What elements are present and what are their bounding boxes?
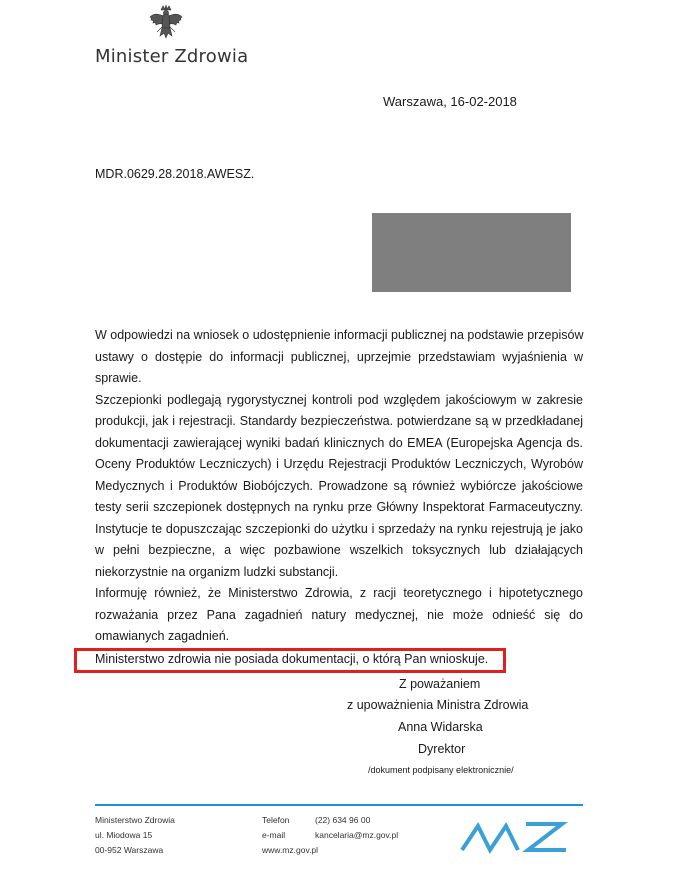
footer-email-link[interactable]: kancelaria@mz.gov.pl xyxy=(315,830,399,840)
signature-title: Dyrektor xyxy=(418,742,466,756)
footer-city: 00-952 Warszawa xyxy=(95,845,164,855)
body-line: Szczepionki podlegają rygorystycznej kontroli pod względem jakościowym w zakresie xyxy=(95,392,583,407)
body-line: w pełni bezpieczne, a więc pozbawione wszelkich toksycznych lub działających xyxy=(95,543,583,557)
body-line: sprawie. xyxy=(95,371,142,385)
signature-closing: Z poważaniem xyxy=(399,677,481,691)
body-line: Oceny Produktów Leczniczych) i Urzędu Rejestracji Produktów Leczniczych, Wyrobów xyxy=(95,457,583,471)
footer-website-link[interactable]: www.mz.gov.pl xyxy=(262,845,319,855)
letter-body xyxy=(95,325,583,648)
footer-email-label: e-mail xyxy=(262,830,286,840)
signature-name: Anna Widarska xyxy=(398,720,483,734)
highlighted-statement: Ministerstwo zdrowia nie posiada dokumentacji, o którą Pan wnioskuje. xyxy=(95,652,489,666)
body-line: testy serii szczepionek dostępnych na rynku prze Główny Inspektorat Farmaceutyczny. xyxy=(95,500,583,514)
body-line: rozważania przez Pana zagadnień natury medycznej, nie może odnieść się do xyxy=(95,607,583,622)
body-line: omawianych zagadnień. xyxy=(95,629,230,643)
reference-number: MDR.0629.28.2018.AWESZ. xyxy=(95,167,255,181)
footer-divider xyxy=(95,804,583,806)
electronic-signature-note: /dokument podpisany elektronicznie/ xyxy=(368,765,514,775)
ministry-title: Minister Zdrowia xyxy=(95,46,249,67)
footer-phone-value: (22) 634 96 00 xyxy=(315,815,371,825)
body-line: dokumentacji zawierającej wyniki badań klinicznych do EMEA (Europejska Agencja ds. xyxy=(95,435,583,450)
body-line: niekorzystnie na organizm ludzki substancji. xyxy=(95,564,339,579)
place-date: Warszawa, 16-02-2018 xyxy=(383,94,517,109)
body-line: Instytucje te dopuszczając szczepionki do użytku i sprzedaży na rynku rejestrują je jako xyxy=(95,521,583,536)
footer-org: Ministerstwo Zdrowia xyxy=(95,815,175,825)
body-line: ustawy o dostępie do informacji publicznej, uprzejmie przedstawiam wyjaśnienia w xyxy=(95,349,583,364)
body-line: Medycznych i Produktów Biobójczych. Prowadzone są również wybiórcze jakościowe xyxy=(95,478,583,493)
signature-authority: z upoważnienia Ministra Zdrowia xyxy=(347,698,529,712)
footer-phone-label: Telefon xyxy=(262,815,290,825)
footer-street: ul. Miodowa 15 xyxy=(95,830,153,840)
body-line: Informuję również, że Ministerstwo Zdrowia, z racji teoretycznego i hipotetycznego xyxy=(95,586,583,600)
polish-eagle-emblem xyxy=(146,4,186,44)
mz-logo xyxy=(458,818,570,854)
redacted-address-block xyxy=(372,213,571,292)
body-line: W odpowiedzi na wniosek o udostępnienie informacji publicznej na podstawie przepisów xyxy=(95,328,584,342)
body-line: produkcji, jak i rejestracji. Standardy bezpieczeństwa. potwierdzane są w przedkładanej xyxy=(95,414,583,428)
